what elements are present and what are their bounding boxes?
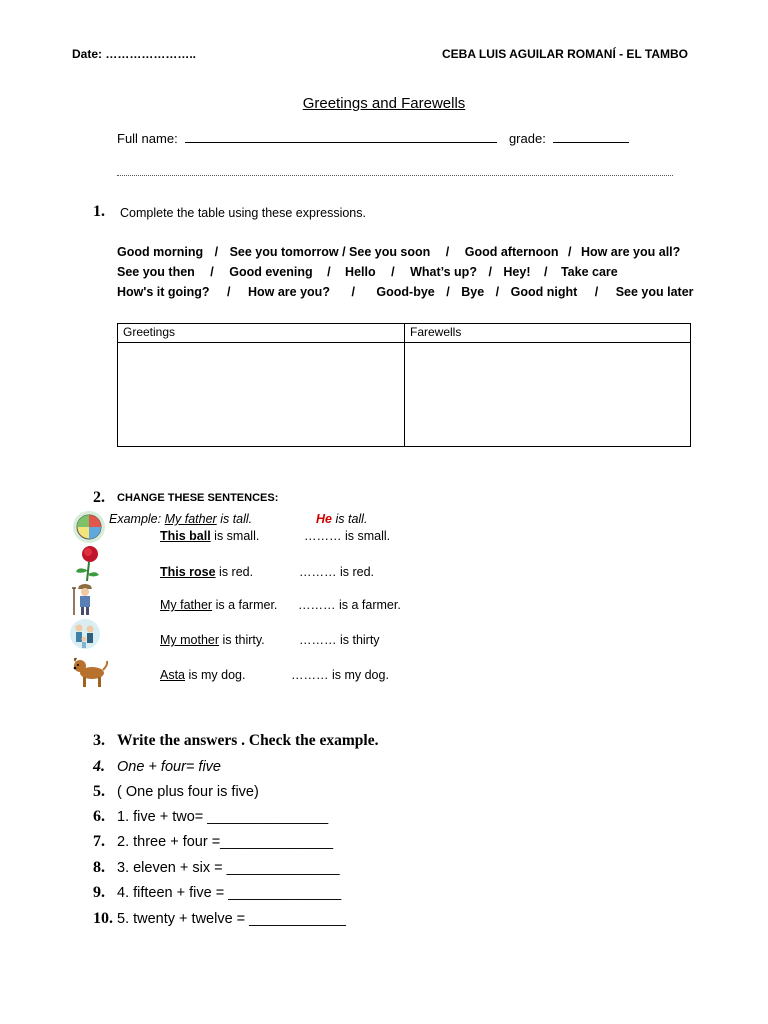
line-text: 3. eleven + six = ______________ <box>117 860 340 876</box>
date-label: Date: ………………….. <box>72 47 197 61</box>
example-answer <box>316 512 367 526</box>
fullname-row <box>117 130 629 146</box>
greetings-cell[interactable] <box>118 343 405 447</box>
line-text: ( One plus four is five) <box>117 784 259 800</box>
school-name: CEBA LUIS AGUILAR ROMANÍ - EL TAMBO <box>442 47 688 61</box>
separator: / <box>543 265 548 279</box>
example-rest: is tall. <box>220 512 253 526</box>
sentence-3 <box>160 598 277 612</box>
sentence-rest: is small. <box>210 529 260 543</box>
grade-label: grade: <box>508 131 546 146</box>
section3-exercise-2[interactable] <box>93 833 333 851</box>
expression: Good afternoon <box>464 245 559 259</box>
section3-example <box>93 758 221 776</box>
dotted-divider <box>117 175 673 176</box>
separator: / <box>227 285 231 299</box>
section2-number: 2. <box>93 489 105 506</box>
separator: / <box>214 245 219 259</box>
line-text: Write the answers . Check the example. <box>117 732 379 749</box>
sentence-subject: This ball <box>160 529 211 543</box>
expression: Good night <box>510 285 578 299</box>
expression: How are you all? <box>580 245 681 259</box>
line-text: 4. fifteen + five = ______________ <box>117 885 342 901</box>
expressions-row-2 <box>117 265 618 279</box>
page-title: Greetings and Farewells <box>302 95 466 112</box>
example-prefix: Example: <box>109 512 162 526</box>
family-icon <box>70 617 100 651</box>
grade-blank[interactable] <box>553 130 629 143</box>
separator: / <box>351 285 355 299</box>
sentence-2 <box>160 565 253 579</box>
expression: See you tomorrow / See you soon <box>229 245 431 259</box>
rose-icon <box>72 544 104 582</box>
answer-4[interactable]: ……… is thirty <box>299 633 380 647</box>
expression: Good evening <box>229 265 313 279</box>
sentence-rest: is red. <box>215 565 254 579</box>
line-number: 10. <box>93 910 113 927</box>
line-number: 7. <box>93 833 105 850</box>
line-number: 5. <box>93 783 105 800</box>
section3-exercise-5[interactable] <box>93 910 346 928</box>
greetings-farewells-table <box>117 323 691 447</box>
expression: Good-bye <box>376 285 435 299</box>
dog-icon <box>70 653 110 689</box>
expression: See you later <box>615 285 694 299</box>
separator: / <box>391 265 395 279</box>
sentence-4 <box>160 633 265 647</box>
section3-example-explanation <box>93 783 259 801</box>
separator: / <box>327 265 331 279</box>
line-text: 5. twenty + twelve = ____________ <box>117 911 346 927</box>
separator: / <box>567 245 572 259</box>
sentence-subject: My mother <box>160 633 220 647</box>
sentence-subject: This rose <box>160 565 216 579</box>
section1-instruction: Complete the table using these expressions. <box>120 206 366 220</box>
line-text: One + four= five <box>117 759 221 775</box>
farewells-cell[interactable] <box>405 343 691 447</box>
line-text: 1. five + two= _______________ <box>117 809 329 825</box>
expression: How are you? <box>248 285 330 299</box>
line-number: 6. <box>93 808 105 825</box>
sentence-subject: My father <box>160 598 213 612</box>
expression: What’s up? <box>410 265 477 279</box>
expression: Hey! <box>503 265 531 279</box>
separator: / <box>445 245 450 259</box>
expressions-row-1 <box>117 245 680 259</box>
expression: Bye <box>461 285 485 299</box>
separator: / <box>446 285 450 299</box>
sentence-5 <box>160 668 245 682</box>
expression: Hello <box>345 265 376 279</box>
sentence-subject: Asta <box>160 668 186 682</box>
expression: Take care <box>560 265 618 279</box>
section2-heading: CHANGE THESE SENTENCES: <box>117 492 279 504</box>
separator: / <box>495 285 500 299</box>
example-answer-pronoun: He <box>316 512 332 526</box>
line-text: 2. three + four =______________ <box>117 834 334 850</box>
sentence-rest: is my dog. <box>185 668 246 682</box>
fullname-blank[interactable] <box>185 130 497 143</box>
line-number: 9. <box>93 884 105 901</box>
separator: / <box>210 265 214 279</box>
line-number: 8. <box>93 859 105 876</box>
separator: / <box>488 265 492 279</box>
line-number: 4. <box>93 758 105 775</box>
answer-2[interactable]: ……… is red. <box>299 565 375 579</box>
answer-1[interactable]: ……… is small. <box>304 529 391 543</box>
farmer-icon <box>70 582 100 616</box>
farewells-header: Farewells <box>405 324 691 343</box>
sentence-rest: is a farmer. <box>212 598 278 612</box>
section3-exercise-4[interactable] <box>93 884 341 902</box>
sentence-rest: is thirty. <box>219 633 265 647</box>
fullname-label: Full name: <box>117 131 178 146</box>
line-number: 3. <box>93 732 105 749</box>
section1-number: 1. <box>93 203 105 220</box>
expression: How's it going? <box>117 285 210 299</box>
expression: See you then <box>117 265 195 279</box>
example-answer-rest: is tall. <box>335 512 368 526</box>
example-subject: My father <box>164 512 217 526</box>
section3-exercise-1[interactable] <box>93 808 328 826</box>
separator: / <box>594 285 599 299</box>
example-sentence <box>109 512 252 526</box>
section3-exercise-3[interactable] <box>93 859 340 877</box>
greetings-header: Greetings <box>118 324 405 343</box>
ball-icon <box>72 510 106 544</box>
answer-5[interactable]: ……… is my dog. <box>291 668 389 682</box>
expression: Good morning <box>117 245 204 259</box>
sentence-1 <box>160 529 259 543</box>
section3-heading <box>93 732 378 750</box>
answer-3[interactable]: ……… is a farmer. <box>298 598 401 612</box>
expressions-row-3 <box>117 285 694 299</box>
